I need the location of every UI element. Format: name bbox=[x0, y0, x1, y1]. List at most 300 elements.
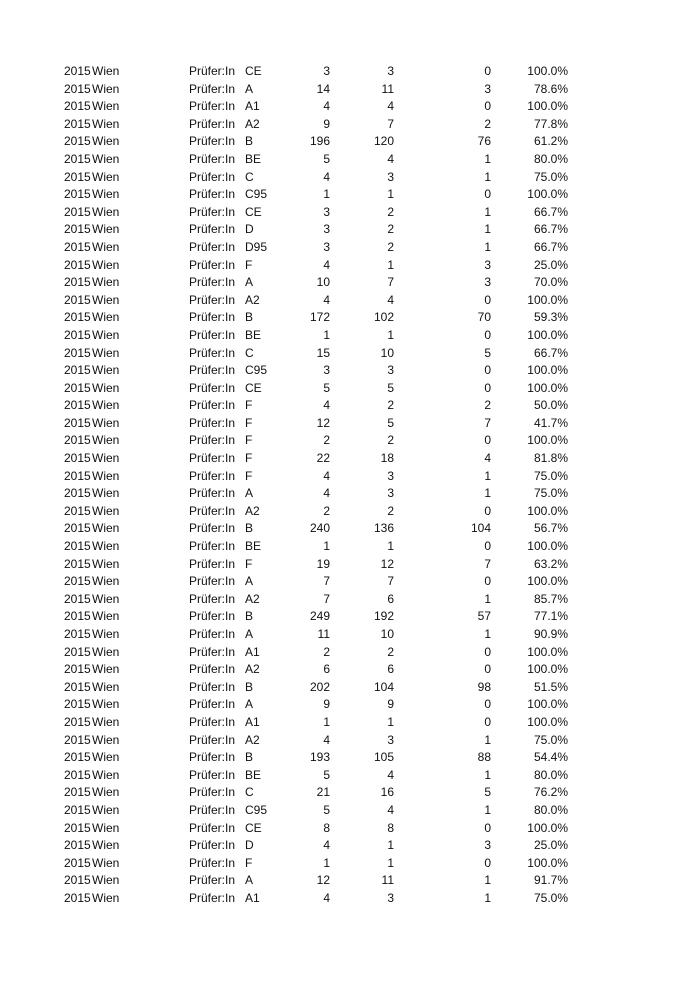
table-row bbox=[0, 98, 700, 116]
total-cell: 4 bbox=[323, 169, 330, 184]
role-cell: Prüfer:In bbox=[189, 81, 236, 96]
passed-cell: 2 bbox=[387, 433, 394, 448]
year-cell: 2015 bbox=[64, 380, 91, 395]
role-cell: Prüfer:In bbox=[189, 64, 236, 78]
passed-cell: 16 bbox=[380, 785, 394, 800]
table-row bbox=[0, 204, 700, 222]
table-row bbox=[0, 169, 700, 187]
class-cell: CE bbox=[245, 64, 262, 78]
city-cell: Wien bbox=[92, 363, 120, 378]
passed-cell: 4 bbox=[387, 151, 394, 166]
year-cell: 2015 bbox=[64, 345, 91, 360]
table-row bbox=[0, 696, 700, 714]
year-cell: 2015 bbox=[64, 714, 91, 729]
rate-cell: 80.0% bbox=[533, 767, 568, 782]
year-cell: 2015 bbox=[64, 275, 91, 290]
failed-cell: 70 bbox=[477, 310, 491, 325]
total-cell: 1 bbox=[323, 187, 330, 202]
city-cell: Wien bbox=[92, 486, 120, 501]
city-cell: Wien bbox=[92, 275, 120, 290]
rate-cell: 54.4% bbox=[533, 750, 568, 765]
year-cell: 2015 bbox=[64, 890, 91, 905]
table-row bbox=[0, 450, 700, 468]
table-row bbox=[0, 309, 700, 327]
rate-cell: 70.0% bbox=[533, 275, 568, 290]
passed-cell: 1 bbox=[387, 327, 394, 342]
table-row bbox=[0, 485, 700, 503]
city-cell: Wien bbox=[92, 99, 120, 114]
role-cell: Prüfer:In bbox=[189, 574, 236, 589]
table-row bbox=[0, 257, 700, 275]
failed-cell: 3 bbox=[484, 257, 491, 272]
total-cell: 4 bbox=[323, 292, 330, 307]
failed-cell: 98 bbox=[477, 679, 491, 694]
class-cell: A1 bbox=[245, 99, 260, 114]
city-cell: Wien bbox=[92, 380, 120, 395]
failed-cell: 0 bbox=[484, 697, 491, 712]
city-cell: Wien bbox=[92, 767, 120, 782]
city-cell: Wien bbox=[92, 451, 120, 466]
passed-cell: 3 bbox=[387, 890, 394, 905]
city-cell: Wien bbox=[92, 890, 120, 905]
rate-cell: 100.0% bbox=[527, 380, 568, 395]
year-cell: 2015 bbox=[64, 855, 91, 870]
city-cell: Wien bbox=[92, 855, 120, 870]
role-cell: Prüfer:In bbox=[189, 363, 236, 378]
class-cell: C95 bbox=[245, 802, 268, 817]
city-cell: Wien bbox=[92, 134, 120, 149]
year-cell: 2015 bbox=[64, 662, 91, 677]
role-cell: Prüfer:In bbox=[189, 310, 236, 325]
class-cell: A2 bbox=[245, 732, 260, 747]
table-row bbox=[0, 608, 700, 626]
total-cell: 5 bbox=[323, 767, 330, 782]
table-row bbox=[0, 151, 700, 169]
role-cell: Prüfer:In bbox=[189, 398, 236, 413]
passed-cell: 104 bbox=[373, 679, 394, 694]
class-cell: A2 bbox=[245, 591, 260, 606]
table-row bbox=[0, 503, 700, 521]
passed-cell: 3 bbox=[387, 732, 394, 747]
role-cell: Prüfer:In bbox=[189, 433, 236, 448]
city-cell: Wien bbox=[92, 697, 120, 712]
rate-cell: 100.0% bbox=[527, 327, 568, 342]
role-cell: Prüfer:In bbox=[189, 486, 236, 501]
passed-cell: 2 bbox=[387, 239, 394, 254]
role-cell: Prüfer:In bbox=[189, 873, 236, 888]
passed-cell: 11 bbox=[381, 873, 394, 888]
table-row bbox=[0, 749, 700, 767]
passed-cell: 4 bbox=[387, 292, 394, 307]
rate-cell: 100.0% bbox=[527, 855, 568, 870]
failed-cell: 0 bbox=[484, 820, 491, 835]
role-cell: Prüfer:In bbox=[189, 662, 236, 677]
passed-cell: 1 bbox=[387, 257, 394, 272]
table-row bbox=[0, 221, 700, 239]
role-cell: Prüfer:In bbox=[189, 134, 236, 149]
rate-cell: 75.0% bbox=[533, 732, 568, 747]
rate-cell: 77.1% bbox=[533, 609, 568, 624]
class-cell: A2 bbox=[245, 116, 260, 131]
total-cell: 202 bbox=[309, 679, 330, 694]
rate-cell: 100.0% bbox=[527, 503, 568, 518]
city-cell: Wien bbox=[92, 345, 120, 360]
failed-cell: 0 bbox=[484, 380, 491, 395]
table-row bbox=[0, 837, 700, 855]
total-cell: 11 bbox=[317, 627, 330, 641]
failed-cell: 4 bbox=[484, 451, 491, 466]
class-cell: A1 bbox=[245, 644, 260, 659]
total-cell: 249 bbox=[309, 609, 330, 624]
rate-cell: 100.0% bbox=[527, 574, 568, 589]
table-row bbox=[0, 432, 700, 450]
total-cell: 5 bbox=[323, 380, 330, 395]
rate-cell: 100.0% bbox=[527, 539, 568, 554]
total-cell: 172 bbox=[309, 310, 330, 325]
year-cell: 2015 bbox=[64, 81, 91, 96]
city-cell: Wien bbox=[92, 785, 120, 800]
year-cell: 2015 bbox=[64, 609, 91, 624]
class-cell: BE bbox=[245, 151, 262, 166]
class-cell: CE bbox=[245, 380, 262, 395]
passed-cell: 4 bbox=[387, 767, 394, 782]
failed-cell: 1 bbox=[484, 767, 491, 782]
total-cell: 5 bbox=[323, 802, 330, 817]
year-cell: 2015 bbox=[64, 767, 91, 782]
passed-cell: 1 bbox=[387, 539, 394, 554]
role-cell: Prüfer:In bbox=[189, 275, 236, 290]
class-cell: F bbox=[245, 415, 253, 430]
role-cell: Prüfer:In bbox=[189, 785, 236, 800]
table-row bbox=[0, 397, 700, 415]
table-row bbox=[0, 415, 700, 433]
rate-cell: 56.7% bbox=[533, 521, 568, 536]
failed-cell: 1 bbox=[484, 204, 491, 219]
failed-cell: 0 bbox=[484, 99, 491, 114]
failed-cell: 0 bbox=[484, 187, 491, 202]
rate-cell: 50.0% bbox=[533, 398, 568, 413]
table-row bbox=[0, 520, 700, 538]
passed-cell: 1 bbox=[387, 714, 394, 729]
total-cell: 1 bbox=[323, 855, 330, 870]
failed-cell: 1 bbox=[484, 222, 491, 237]
rate-cell: 85.7% bbox=[533, 591, 568, 606]
table-row bbox=[0, 116, 700, 134]
role-cell: Prüfer:In bbox=[189, 151, 236, 166]
class-cell: B bbox=[245, 310, 254, 325]
role-cell: Prüfer:In bbox=[189, 644, 236, 659]
class-cell: F bbox=[245, 556, 253, 571]
city-cell: Wien bbox=[92, 222, 120, 237]
class-cell: A bbox=[245, 81, 254, 96]
rate-cell: 100.0% bbox=[527, 662, 568, 677]
class-cell: CE bbox=[245, 204, 262, 219]
class-cell: B bbox=[245, 609, 254, 624]
passed-cell: 5 bbox=[387, 380, 394, 395]
total-cell: 193 bbox=[309, 750, 330, 765]
total-cell: 8 bbox=[323, 820, 330, 835]
city-cell: Wien bbox=[92, 574, 120, 589]
class-cell: A bbox=[245, 574, 254, 589]
table-row bbox=[0, 644, 700, 662]
year-cell: 2015 bbox=[64, 468, 91, 483]
failed-cell: 2 bbox=[484, 398, 491, 413]
city-cell: Wien bbox=[92, 556, 120, 571]
rate-cell: 77.8% bbox=[533, 116, 568, 131]
role-cell: Prüfer:In bbox=[189, 855, 236, 870]
passed-cell: 3 bbox=[387, 468, 394, 483]
failed-cell: 3 bbox=[484, 275, 491, 290]
city-cell: Wien bbox=[92, 239, 120, 254]
class-cell: A bbox=[245, 627, 254, 641]
total-cell: 4 bbox=[323, 890, 330, 905]
total-cell: 12 bbox=[316, 873, 330, 888]
year-cell: 2015 bbox=[64, 433, 91, 448]
rate-cell: 80.0% bbox=[533, 151, 568, 166]
city-cell: Wien bbox=[92, 468, 120, 483]
rate-cell: 25.0% bbox=[533, 838, 568, 853]
table-row bbox=[0, 767, 700, 785]
table-row bbox=[0, 63, 700, 81]
rate-cell: 66.7% bbox=[533, 239, 568, 254]
city-cell: Wien bbox=[92, 802, 120, 817]
table-row bbox=[0, 133, 700, 151]
total-cell: 3 bbox=[323, 239, 330, 254]
role-cell: Prüfer:In bbox=[189, 591, 236, 606]
passed-cell: 4 bbox=[387, 802, 394, 817]
total-cell: 3 bbox=[323, 204, 330, 219]
role-cell: Prüfer:In bbox=[189, 239, 236, 254]
total-cell: 240 bbox=[309, 521, 330, 536]
rate-cell: 100.0% bbox=[527, 433, 568, 448]
total-cell: 4 bbox=[323, 99, 330, 114]
city-cell: Wien bbox=[92, 151, 120, 166]
city-cell: Wien bbox=[92, 644, 120, 659]
class-cell: A2 bbox=[245, 292, 260, 307]
passed-cell: 4 bbox=[387, 99, 394, 114]
total-cell: 5 bbox=[323, 151, 330, 166]
total-cell: 3 bbox=[323, 222, 330, 237]
year-cell: 2015 bbox=[64, 732, 91, 747]
failed-cell: 7 bbox=[484, 415, 491, 430]
class-cell: A bbox=[245, 275, 254, 290]
city-cell: Wien bbox=[92, 521, 120, 536]
rate-cell: 100.0% bbox=[527, 64, 568, 78]
role-cell: Prüfer:In bbox=[189, 732, 236, 747]
table-row bbox=[0, 573, 700, 591]
role-cell: Prüfer:In bbox=[189, 169, 236, 184]
table-row bbox=[0, 784, 700, 802]
failed-cell: 57 bbox=[477, 609, 491, 624]
class-cell: D bbox=[245, 222, 254, 237]
class-cell: D95 bbox=[245, 239, 268, 254]
rate-cell: 80.0% bbox=[533, 802, 568, 817]
class-cell: C95 bbox=[245, 187, 268, 202]
role-cell: Prüfer:In bbox=[189, 415, 236, 430]
failed-cell: 0 bbox=[484, 327, 491, 342]
table-row bbox=[0, 292, 700, 310]
city-cell: Wien bbox=[92, 64, 120, 78]
passed-cell: 6 bbox=[387, 662, 394, 677]
passed-cell: 3 bbox=[387, 64, 394, 78]
class-cell: BE bbox=[245, 539, 262, 554]
year-cell: 2015 bbox=[64, 310, 91, 325]
class-cell: A2 bbox=[245, 503, 260, 518]
table-row bbox=[0, 362, 700, 380]
role-cell: Prüfer:In bbox=[189, 539, 236, 554]
year-cell: 2015 bbox=[64, 169, 91, 184]
failed-cell: 0 bbox=[484, 644, 491, 659]
spreadsheet-table bbox=[0, 63, 700, 908]
total-cell: 3 bbox=[323, 64, 330, 78]
total-cell: 2 bbox=[323, 644, 330, 659]
table-row bbox=[0, 890, 700, 908]
year-cell: 2015 bbox=[64, 679, 91, 694]
rate-cell: 100.0% bbox=[527, 820, 568, 835]
year-cell: 2015 bbox=[64, 398, 91, 413]
table-row bbox=[0, 714, 700, 732]
table-row bbox=[0, 679, 700, 697]
rate-cell: 75.0% bbox=[533, 486, 568, 501]
rate-cell: 63.2% bbox=[533, 556, 568, 571]
table-row bbox=[0, 274, 700, 292]
passed-cell: 1 bbox=[387, 187, 394, 202]
year-cell: 2015 bbox=[64, 415, 91, 430]
city-cell: Wien bbox=[92, 169, 120, 184]
role-cell: Prüfer:In bbox=[189, 222, 236, 237]
passed-cell: 120 bbox=[373, 134, 394, 149]
class-cell: F bbox=[245, 468, 253, 483]
passed-cell: 10 bbox=[380, 345, 394, 360]
failed-cell: 1 bbox=[484, 627, 491, 641]
failed-cell: 1 bbox=[484, 486, 491, 501]
total-cell: 19 bbox=[316, 556, 330, 571]
rate-cell: 100.0% bbox=[527, 292, 568, 307]
class-cell: B bbox=[245, 750, 254, 765]
role-cell: Prüfer:In bbox=[189, 187, 236, 202]
class-cell: C bbox=[245, 785, 254, 800]
failed-cell: 2 bbox=[484, 116, 491, 131]
role-cell: Prüfer:In bbox=[189, 750, 236, 765]
total-cell: 12 bbox=[316, 415, 330, 430]
role-cell: Prüfer:In bbox=[189, 521, 236, 536]
class-cell: B bbox=[245, 134, 254, 149]
role-cell: Prüfer:In bbox=[189, 627, 236, 641]
class-cell: C bbox=[245, 169, 254, 184]
year-cell: 2015 bbox=[64, 486, 91, 501]
role-cell: Prüfer:In bbox=[189, 714, 236, 729]
role-cell: Prüfer:In bbox=[189, 327, 236, 342]
rate-cell: 41.7% bbox=[533, 415, 568, 430]
year-cell: 2015 bbox=[64, 644, 91, 659]
city-cell: Wien bbox=[92, 257, 120, 272]
city-cell: Wien bbox=[92, 714, 120, 729]
failed-cell: 1 bbox=[484, 890, 491, 905]
passed-cell: 10 bbox=[380, 627, 394, 641]
city-cell: Wien bbox=[92, 609, 120, 624]
class-cell: BE bbox=[245, 767, 262, 782]
passed-cell: 3 bbox=[387, 363, 394, 378]
passed-cell: 1 bbox=[387, 855, 394, 870]
total-cell: 2 bbox=[323, 503, 330, 518]
failed-cell: 1 bbox=[484, 169, 491, 184]
total-cell: 4 bbox=[323, 468, 330, 483]
city-cell: Wien bbox=[92, 116, 120, 131]
failed-cell: 1 bbox=[484, 151, 491, 166]
year-cell: 2015 bbox=[64, 239, 91, 254]
role-cell: Prüfer:In bbox=[189, 890, 236, 905]
total-cell: 1 bbox=[323, 327, 330, 342]
total-cell: 1 bbox=[323, 539, 330, 554]
year-cell: 2015 bbox=[64, 451, 91, 466]
role-cell: Prüfer:In bbox=[189, 609, 236, 624]
city-cell: Wien bbox=[92, 591, 120, 606]
table-row bbox=[0, 855, 700, 873]
total-cell: 196 bbox=[309, 134, 330, 149]
failed-cell: 1 bbox=[484, 591, 491, 606]
table-row bbox=[0, 81, 700, 99]
class-cell: F bbox=[245, 451, 253, 466]
city-cell: Wien bbox=[92, 310, 120, 325]
rate-cell: 66.7% bbox=[533, 345, 568, 360]
year-cell: 2015 bbox=[64, 503, 91, 518]
city-cell: Wien bbox=[92, 204, 120, 219]
class-cell: A bbox=[245, 873, 254, 888]
rate-cell: 76.2% bbox=[533, 785, 568, 800]
failed-cell: 0 bbox=[484, 539, 491, 554]
passed-cell: 102 bbox=[373, 310, 394, 325]
failed-cell: 0 bbox=[484, 855, 491, 870]
table-row bbox=[0, 591, 700, 609]
year-cell: 2015 bbox=[64, 574, 91, 589]
rate-cell: 66.7% bbox=[533, 222, 568, 237]
failed-cell: 104 bbox=[470, 521, 491, 536]
table-row bbox=[0, 186, 700, 204]
city-cell: Wien bbox=[92, 662, 120, 677]
failed-cell: 1 bbox=[484, 468, 491, 483]
table-row bbox=[0, 538, 700, 556]
city-cell: Wien bbox=[92, 81, 120, 96]
rate-cell: 100.0% bbox=[527, 697, 568, 712]
table-row bbox=[0, 802, 700, 820]
year-cell: 2015 bbox=[64, 873, 91, 888]
year-cell: 2015 bbox=[64, 750, 91, 765]
table-row bbox=[0, 820, 700, 838]
role-cell: Prüfer:In bbox=[189, 204, 236, 219]
passed-cell: 6 bbox=[387, 591, 394, 606]
city-cell: Wien bbox=[92, 820, 120, 835]
rate-cell: 100.0% bbox=[527, 714, 568, 729]
year-cell: 2015 bbox=[64, 222, 91, 237]
failed-cell: 88 bbox=[477, 750, 491, 765]
table-row bbox=[0, 626, 700, 644]
failed-cell: 5 bbox=[484, 345, 491, 360]
year-cell: 2015 bbox=[64, 838, 91, 853]
year-cell: 2015 bbox=[64, 539, 91, 554]
failed-cell: 1 bbox=[484, 802, 491, 817]
rate-cell: 75.0% bbox=[533, 468, 568, 483]
year-cell: 2015 bbox=[64, 187, 91, 202]
table-row bbox=[0, 468, 700, 486]
year-cell: 2015 bbox=[64, 204, 91, 219]
failed-cell: 3 bbox=[484, 81, 491, 96]
city-cell: Wien bbox=[92, 292, 120, 307]
table-row bbox=[0, 556, 700, 574]
rate-cell: 100.0% bbox=[527, 363, 568, 378]
class-cell: CE bbox=[245, 820, 262, 835]
passed-cell: 5 bbox=[387, 415, 394, 430]
class-cell: BE bbox=[245, 327, 262, 342]
